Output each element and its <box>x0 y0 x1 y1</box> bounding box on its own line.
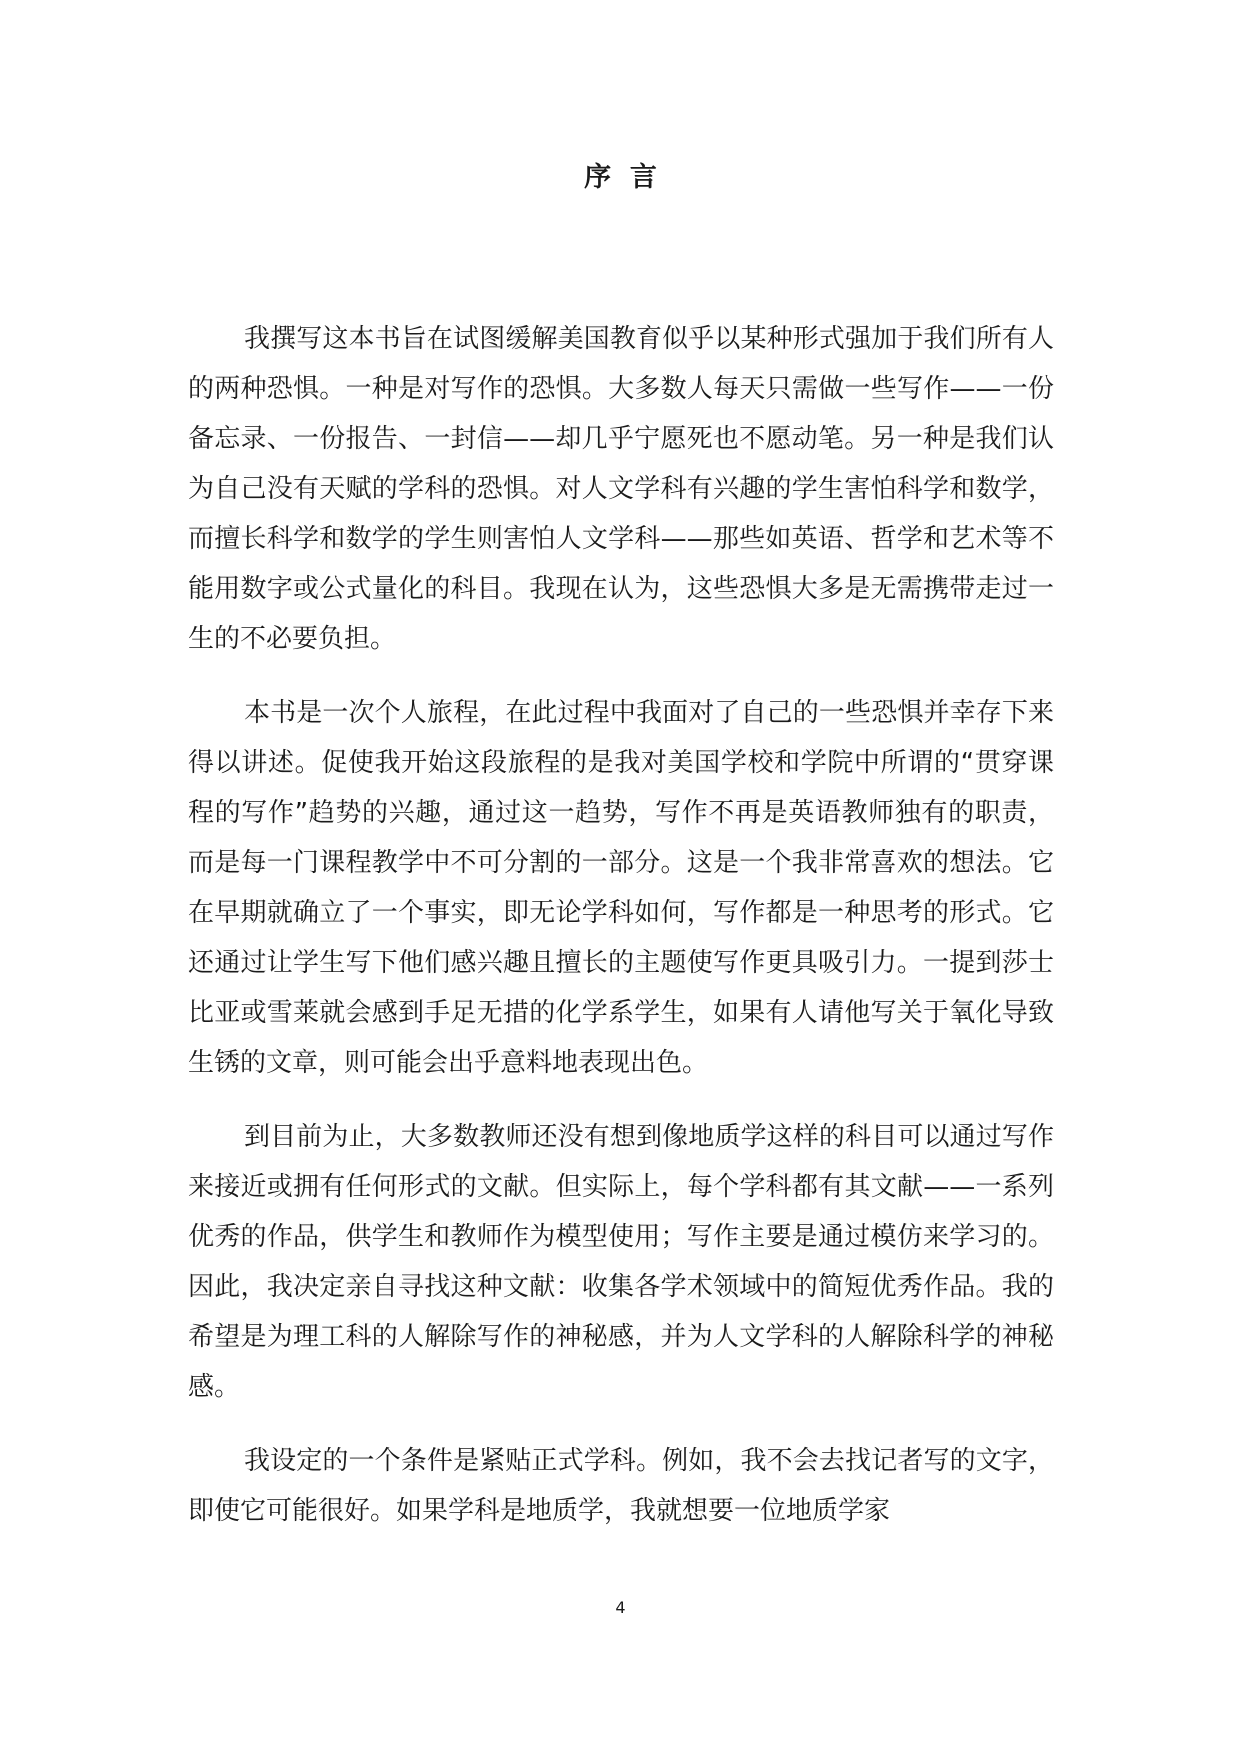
page-title: 序 言 <box>584 162 657 193</box>
paragraph-2: 本书是一次个人旅程，在此过程中我面对了自己的一些恐惧并幸存下来得以讲述。促使我开始这段旅程的是我对美国学校和学院中所谓的“贯穿课程的写作”趋势的兴趣，通过这一趋势，写作不再是英语教师独有的职责，而是每一门课程教学中不可分割的一部分。这是一个我非常喜欢的想法。它在早期就确立了一个事实，即无论学科如何，写作都是一种思考的形式。它还通过让学生写下他们感兴趣且擅长的主题使写作更具吸引力。一提到莎士比亚或雪莱就会感到手足无措的化学系学生，如果有人请他写关于氧化导致生锈的文章，则可能会出乎意料地表现出色。 <box>188 698 1054 1078</box>
paragraph-1: 我撰写这本书旨在试图缓解美国教育似乎以某种形式强加于我们所有人的两种恐惧。一种是对写作的恐惧。大多数人每天只需做一些写作——一份备忘录、一份报告、一封信——却几乎宁愿死也不愿动笔。另一种是我们认为自己没有天赋的学科的恐惧。对人文学科有兴趣的学生害怕科学和数学，而擅长科学和数学的学生则害怕人文学科——那些如英语、哲学和艺术等不能用数字或公式量化的科目。我现在认为，这些恐惧大多是无需携带走过一生的不必要负担。 <box>188 324 1054 654</box>
page-number: 4 <box>615 1598 626 1617</box>
paragraph-3: 到目前为止，大多数教师还没有想到像地质学这样的科目可以通过写作来接近或拥有任何形式的文献。但实际上，每个学科都有其文献——一系列优秀的作品，供学生和教师作为模型使用；写作主要是通过模仿来学习的。因此，我决定亲自寻找这种文献：收集各学术领域中的简短优秀作品。我的希望是为理工科的人解除写作的神秘感，并为人文学科的人解除科学的神秘感。 <box>188 1122 1054 1402</box>
preface-body <box>188 314 1054 1560</box>
paragraph-4: 我设定的一个条件是紧贴正式学科。例如，我不会去找记者写的文字，即使它可能很好。如果学科是地质学，我就想要一位地质学家 <box>188 1446 1054 1526</box>
